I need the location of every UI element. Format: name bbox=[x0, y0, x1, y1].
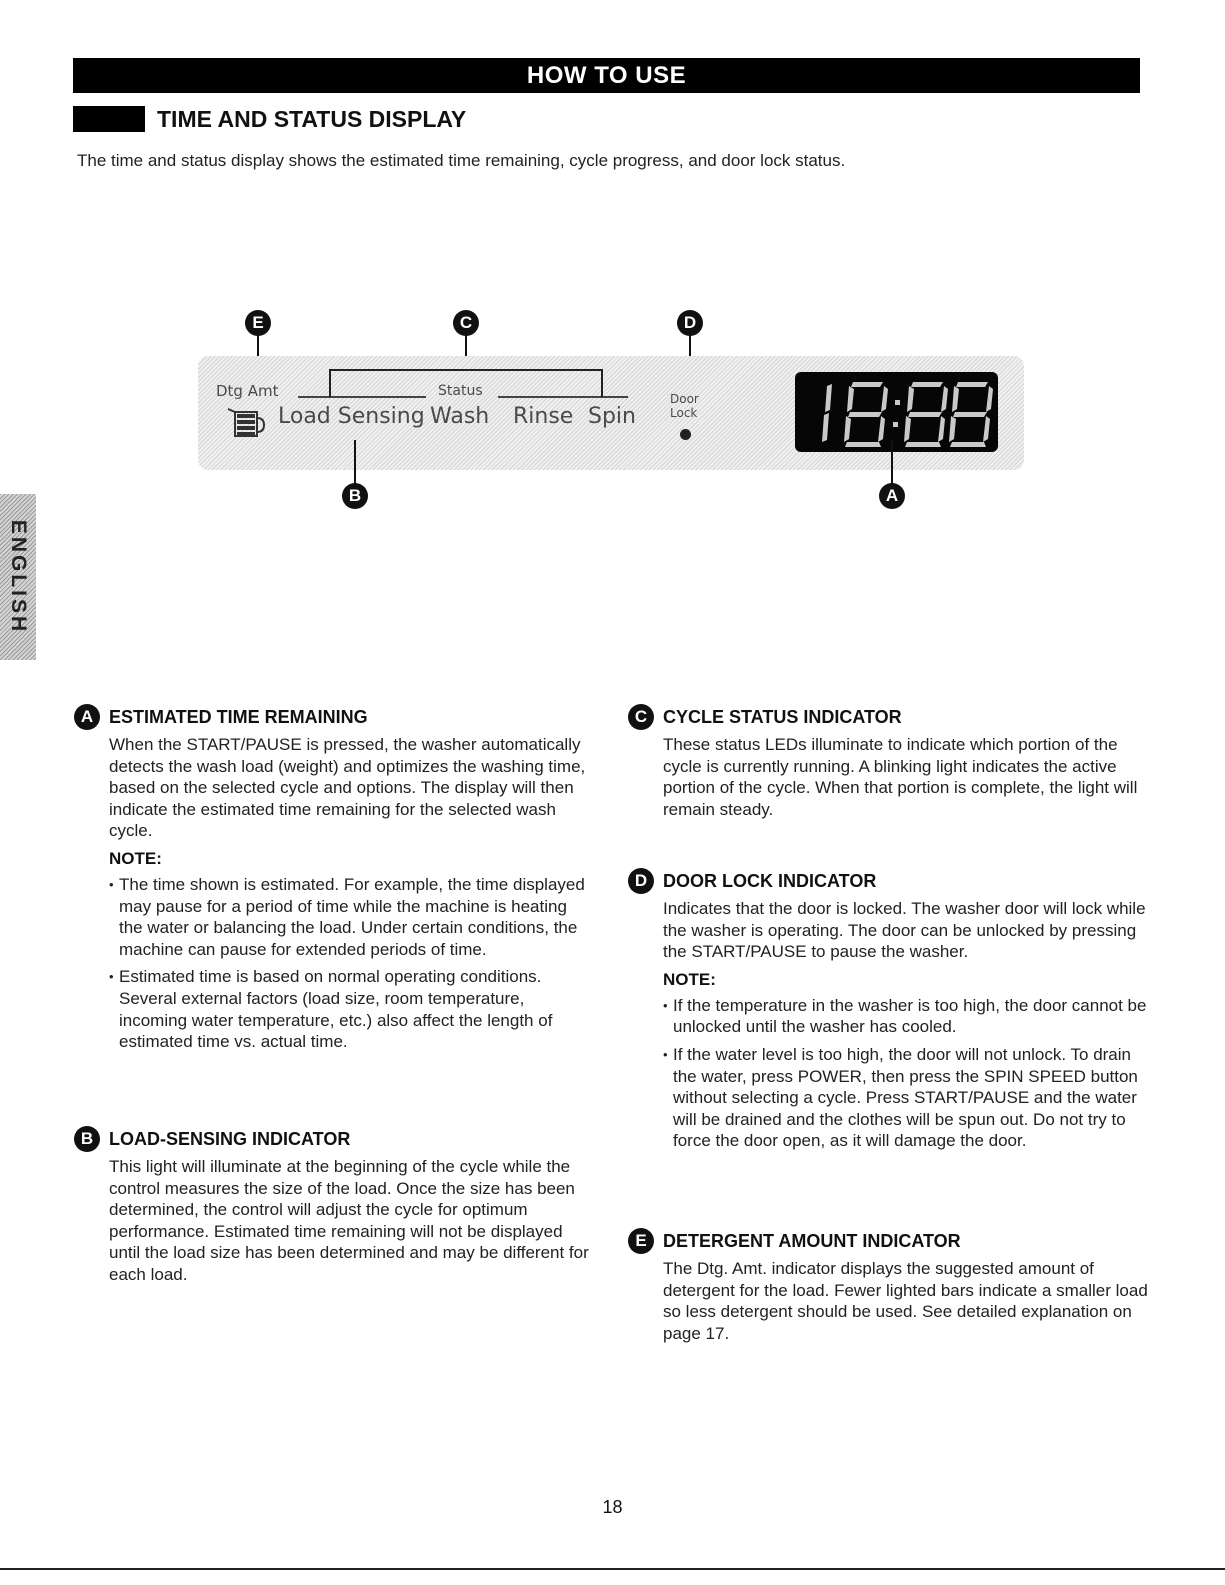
seven-segment-digits bbox=[795, 372, 998, 452]
section-a-title: ESTIMATED TIME REMAINING bbox=[109, 707, 368, 727]
section-b bbox=[74, 1126, 594, 1286]
section-d-body: Indicates that the door is locked. The washer door will lock while the washer is operating. The door can be unlocked by pressing the START/PAUSE to pause the washer. bbox=[663, 899, 1146, 962]
section-d bbox=[628, 868, 1148, 1158]
callout-d: D bbox=[677, 310, 703, 336]
section-e-badge: E bbox=[628, 1228, 654, 1254]
section-c-badge: C bbox=[628, 704, 654, 730]
status-bracket-rside bbox=[601, 369, 603, 397]
section-marker bbox=[73, 106, 145, 132]
page-number: 18 bbox=[602, 1497, 623, 1517]
stage-wash: Wash bbox=[430, 404, 490, 429]
section-d-note-label: NOTE: bbox=[663, 969, 716, 989]
section-b-badge: B bbox=[74, 1126, 100, 1152]
section-e-body: The Dtg. Amt. indicator displays the suggested amount of detergent for the load. Fewer lighted bars indicate a smaller load so less detergent should be used. See detailed explanation on page 17. bbox=[663, 1259, 1148, 1343]
section-a-badge: A bbox=[74, 704, 100, 730]
section-d-notes bbox=[663, 995, 1148, 1152]
stage-spin: Spin bbox=[588, 404, 636, 429]
language-tab-label: ENGLISH bbox=[7, 519, 30, 635]
callout-a: A bbox=[879, 483, 905, 509]
control-panel bbox=[198, 356, 1024, 470]
section-d-title: DOOR LOCK INDICATOR bbox=[663, 871, 877, 891]
section-a bbox=[74, 704, 594, 1059]
section-b-body: This light will illuminate at the beginning of the cycle while the control measures the size of the load. Once the size has been determined, the control will adjust the cycle for optimum performance. Estimated time remaining will not be displayed until the load size has been determined and may be different for each load. bbox=[109, 1157, 589, 1284]
section-b-title: LOAD-SENSING INDICATOR bbox=[109, 1129, 351, 1149]
status-bracket-top bbox=[329, 369, 603, 371]
section-c bbox=[628, 704, 1148, 820]
bottom-rule bbox=[0, 1568, 1225, 1570]
section-d-note-1: • If the temperature in the washer is too high, the door cannot be unlocked until the washer has cooled. bbox=[663, 995, 1148, 1038]
header-title: HOW TO USE bbox=[526, 62, 687, 89]
section-a-body: When the START/PAUSE is pressed, the washer automatically detects the wash load (weight) and optimizes the washing time, based on the selected cycle and options. The display will then indicate the estimated time remaining for the selected wash cycle. bbox=[109, 735, 586, 841]
door-lock-label bbox=[670, 392, 699, 420]
section-d-badge: D bbox=[628, 868, 654, 894]
status-bracket-left bbox=[298, 396, 426, 398]
language-tab bbox=[0, 494, 36, 660]
status-bracket-lside bbox=[329, 369, 331, 397]
header-bar bbox=[73, 58, 1140, 93]
section-a-note-label: NOTE: bbox=[109, 848, 162, 868]
callout-e: E bbox=[245, 310, 271, 336]
section-c-body: These status LEDs illuminate to indicate which portion of the cycle is currently running. A blinking light indicates the active portion of the cycle. When that portion is complete, the light will remain steady. bbox=[663, 735, 1138, 819]
door-label: Door bbox=[670, 392, 699, 406]
section-a-note-2: • Estimated time is based on normal operating conditions. Several external factors (load size, room temperature, incoming water temperature, etc.) also affect the length of estimated time vs. actual time. bbox=[109, 966, 594, 1052]
detergent-cup-icon bbox=[226, 406, 278, 442]
status-bracket-right bbox=[498, 396, 628, 398]
stage-load-sensing: Load Sensing bbox=[278, 404, 425, 429]
lock-label: Lock bbox=[670, 406, 698, 420]
section-e bbox=[628, 1228, 1148, 1344]
stage-rinse: Rinse bbox=[513, 404, 574, 429]
dtg-amt-label: Dtg Amt bbox=[216, 382, 279, 400]
section-title: TIME AND STATUS DISPLAY bbox=[157, 106, 467, 132]
status-label: Status bbox=[438, 383, 483, 399]
section-a-note-1: • The time shown is estimated. For example, the time displayed may pause for a period of time while the machine is heating the water or balancing the load. Under certain conditions, the machine can pause for extended periods of time. bbox=[109, 874, 594, 960]
callout-b-line bbox=[354, 440, 356, 485]
callout-a-line bbox=[891, 440, 893, 485]
section-a-notes bbox=[109, 874, 594, 1053]
door-lock-led bbox=[680, 429, 691, 440]
section-e-title: DETERGENT AMOUNT INDICATOR bbox=[663, 1231, 961, 1251]
section-d-note-2: • If the water level is too high, the door will not unlock. To drain the water, press POWER, then press the SPIN SPEED button without selecting a cycle. Press START/PAUSE and the water will be drained and the clothes will be spun out. Do not try to force the door open, as it will damage the door. bbox=[663, 1044, 1148, 1152]
time-display bbox=[795, 372, 998, 452]
section-c-title: CYCLE STATUS INDICATOR bbox=[663, 707, 902, 727]
callout-b: B bbox=[342, 483, 368, 509]
intro-text: The time and status display shows the estimated time remaining, cycle progress, and door lock status. bbox=[77, 151, 846, 170]
callout-c: C bbox=[453, 310, 479, 336]
